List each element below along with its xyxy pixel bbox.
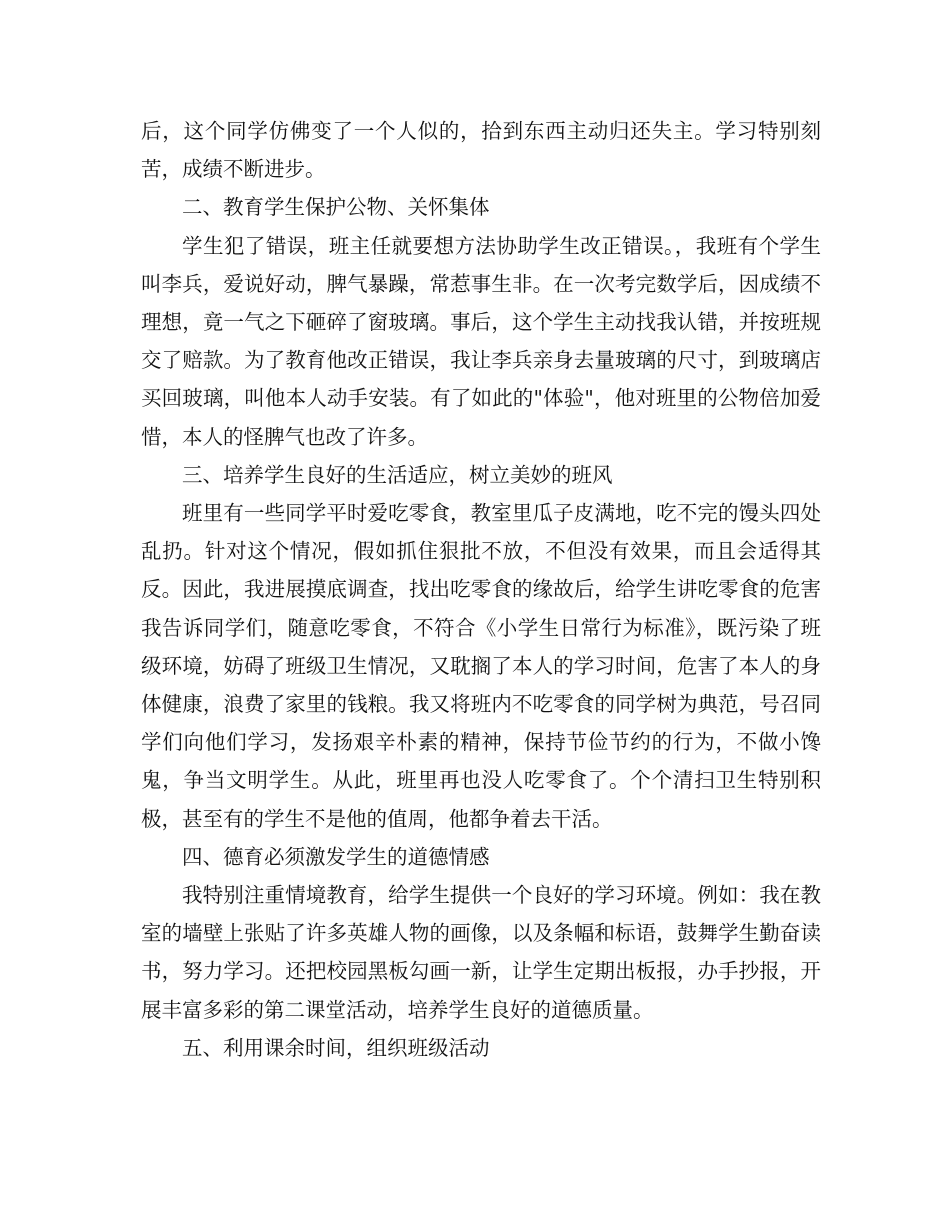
section-heading-4: 四、德育必须激发学生的道德情感 — [182, 844, 490, 869]
paragraph-section-4: 我特别注重情境教育，给学生提供一个良好的学习环境。例如：我在教室的墙壁上张贴了许多英雄人物的画像，以及条幅和标语，鼓舞学生勤奋读书，努力学习。还把校园黑板勾画一新，让学生定期出板报，办手抄报，开展丰富多彩的第二课堂活动，培养学生良好的道德质量。 — [141, 883, 821, 1022]
section-heading-2: 二、教育学生保护公物、关怀集体 — [182, 195, 490, 220]
paragraph-section-3: 班里有一些同学平时爱吃零食，教室里瓜子皮满地，吃不完的馒头四处乱扔。针对这个情况，假如抓住狠批不放，不但没有效果，而且会适得其反。因此，我进展摸底调查，找出吃零食的缘故后，给学生讲吃零食的危害我告诉同学们，随意吃零食，不符合《小学生日常行为标准》，既污染了班级环境，妨碍了班级卫生情况，又耽搁了本人的学习时间，危害了本人的身体健康，浪费了家里的钱粮。我又将班内不吃零食的同学树为典范，号召同学们向他们学习，发扬艰辛朴素的精神，保持节俭节约的行为，不做小馋鬼，争当文明学生。从此，班里再也没人吃零食了。个个清扫卫生特别积极，甚至有的学生不是他的值周，他都争着去干活。 — [141, 501, 821, 831]
document-body — [141, 112, 821, 1067]
paragraph-section-2: 学生犯了错误，班主任就要想方法协助学生改正错误。，我班有个学生叫李兵，爱说好动，脾气暴躁，常惹事生非。在一次考完数学后，因成绩不理想，竟一气之下砸碎了窗玻璃。事后，这个学生主动找我认错，并按班规交了赔款。为了教育他改正错误，我让李兵亲身去量玻璃的尺寸，到玻璃店买回玻璃，叫他本人动手安装。有了如此的"体验"，他对班里的公物倍加爱惜，本人的怪脾气也改了许多。 — [141, 233, 821, 449]
paragraph-continued: 后，这个同学仿佛变了一个人似的，拾到东西主动归还失主。学习特别刻苦，成绩不断进步。 — [141, 119, 821, 182]
section-heading-3: 三、培养学生良好的生活适应，树立美妙的班风 — [182, 462, 613, 487]
section-heading-5: 五、利用课余时间，组织班级活动 — [182, 1035, 490, 1060]
